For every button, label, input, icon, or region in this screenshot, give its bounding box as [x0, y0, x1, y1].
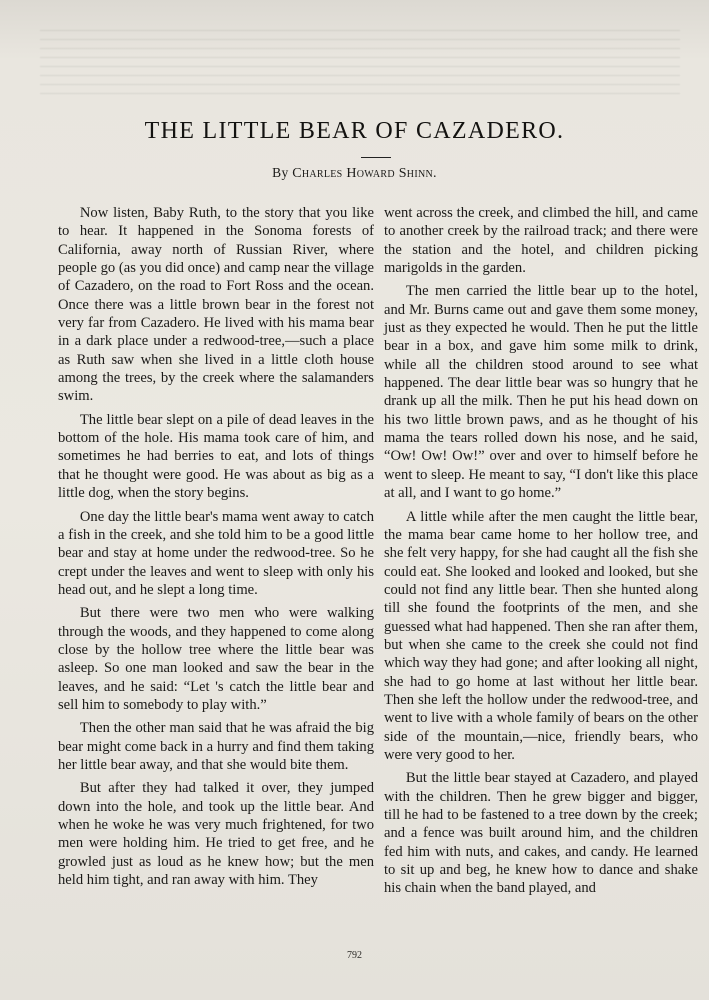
- right-column: [384, 204, 698, 903]
- paragraph: A little while after the men caught the little bear, the mama bear came home to her hollow tree, and she felt very happy, for she had caught all the fish she could eat. She looked and looked and looked, but she could not find any little bear. Then she hunted along till she found the footprints of the men, and she guessed what had happened. Then she ran after them, but when she came to the creek she could not find which way they had gone; and after looking all night, she had to go home at last without her little bear. Then she left the hollow under the redwood-tree, and went to live with a whole family of bears on the other side of the mountain,—nice, friendly bears, who were very good to her.: [384, 508, 698, 763]
- article-title: THE LITTLE BEAR OF CAZADERO.: [144, 118, 565, 144]
- paragraph: The men carried the little bear up to the hotel, and Mr. Burns came out and gave them some money, just as they expected he would. Then he put the little bear in a box, and gave him some milk to drink, while all the children stood around to see what happened. The dear little bear was so hungry that he drank up all the milk. Then he put his head down on his two little brown paws, and as he thought of his mama the tears rolled down his nose, and he said, “Ow! Ow! Ow!” over and over to himself before he went to sleep. He meant to say, “I don't like this place at all, and I want to go home.”: [384, 283, 698, 502]
- title-rule: [361, 157, 391, 158]
- byline-prefix: By: [272, 165, 289, 180]
- left-column: [58, 204, 374, 894]
- paragraph: The little bear slept on a pile of dead leaves in the bottom of the hole. His mama took care of him, and sometimes he had berries to eat, and lots of things that he thought were good. He was about as big as a little dog, when the story begins.: [58, 411, 374, 502]
- show-through-text: [40, 30, 680, 100]
- paragraph: Now listen, Baby Ruth, to the story that you like to hear. It happened in the Sonoma forests of California, away north of Russian River, where people go (as you did once) and camp near the village of Cazadero, on the road to Fort Ross and the ocean. Once there was a little brown bear in the forest not very far from Cazadero. He lived with his mama bear in a dark place under a redwood-tree,—such a place as Ruth saw when she lived in a little cloth house among the trees, by the creek where the salamanders swim.: [58, 205, 374, 405]
- page-number: 792: [347, 950, 362, 961]
- paragraph: One day the little bear's mama went away to catch a fish in the creek, and she told him to be a good little bear and stay at home under the redwood-tree. So he crept under the leaves and went to sleep with only his head out, and he slept a long time.: [58, 508, 374, 598]
- author-name: Charles Howard Shinn.: [292, 166, 437, 181]
- paragraph: But the little bear stayed at Cazadero, and played with the children. Then he grew bigger and bigger, till he had to be fastened to a tree down by the creek; and a fence was built around him, and the children fed him with nuts, and cakes, and candy. He learned to sit up and beg, he knew how to dance and shake his chain when the band played, and: [384, 770, 698, 897]
- paragraph: But after they had talked it over, they jumped down into the hole, and took up the little bear. And when he woke he was very much frightened, for two men were holding him. He tried to get free, and he growled just as loud as he knew how; but the men held him tight, and ran away with him. They: [58, 780, 374, 889]
- paragraph: But there were two men who were walking through the woods, and they happened to come along close by the hollow tree where the little bear was asleep. So one man looked and saw the bear in the leaves, and he said: “Let 's catch the little bear and sell him to somebody to play with.”: [58, 605, 374, 713]
- byline: [0, 165, 709, 182]
- paragraph: Then the other man said that he was afraid the big bear might come back in a hurry and find them taking her little bear away, and that she would bite them.: [58, 720, 374, 773]
- paragraph-continued: went across the creek, and climbed the hill, and came to another creek by the railroad track; and there were the station and the hotel, and children picking marigolds in the garden.: [384, 205, 698, 277]
